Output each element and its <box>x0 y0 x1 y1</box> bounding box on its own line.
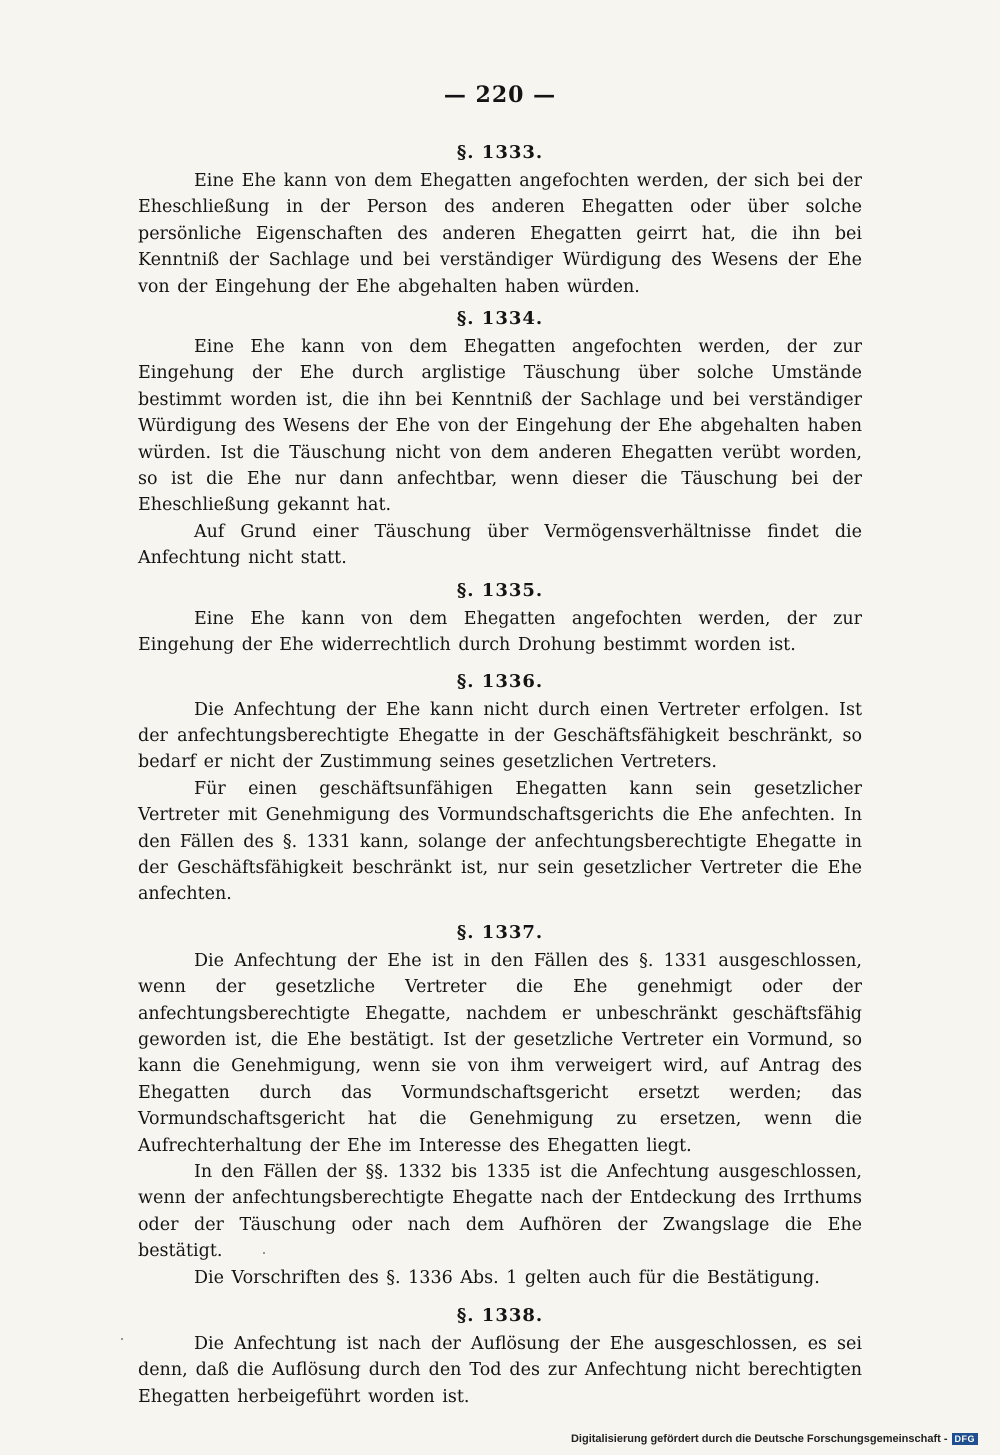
section-paragraph: Eine Ehe kann von dem Ehegatten angefochten werden, der zur Eingehung der Ehe widerrechtlich durch Drohung bestimmt worden ist. <box>138 608 862 656</box>
dfg-logo-icon: DFG <box>952 1433 979 1445</box>
section-paragraph: Eine Ehe kann von dem Ehegatten angefochten werden, der sich bei der Eheschließung in der Person des anderen Ehegatten oder über solche persönliche Eigenschaften des anderen Ehegatten geirrt hat, die ihn bei Kenntniß der Sachlage und bei verständiger Würdigung des Wesens der Ehe von der Eingehung der Ehe abgehalten haben würden. <box>138 171 862 297</box>
page-content <box>138 138 862 1410</box>
section-paragraph: Die Anfechtung der Ehe ist in den Fällen des §. 1331 ausgeschlossen, wenn der gesetzliche Vertreter die Ehe genehmigt oder der anfechtungsberechtigte Ehegatte, nachdem er unbeschränkt geschäftsfähig geworden ist, die Ehe bestätigt. Ist der gesetzliche Vertreter ein Vormund, so kann die Genehmigung, wenn sie von ihm verweigert wird, auf Antrag des Ehegatten durch das Vormundschaftsgericht ersetzt werden; das Vormundschaftsgericht hat die Genehmigung zu ersetzen, wenn die Aufrechterhaltung der Ehe im Interesse des Ehegatten liegt. <box>138 950 862 1156</box>
section-1335 <box>138 576 862 659</box>
section-1337 <box>138 918 862 1291</box>
section-1336 <box>138 667 862 908</box>
section-heading: §. 1333. <box>456 142 544 163</box>
section-heading: §. 1334. <box>456 308 544 330</box>
section-paragraph: Die Vorschriften des §. 1336 Abs. 1 gelten auch für die Bestätigung. <box>194 1267 820 1288</box>
section-paragraph: In den Fällen der §§. 1332 bis 1335 ist die Anfechtung ausgeschlossen, wenn der anfechtungsberechtigte Ehegatte nach der Entdeckung des Irrthums oder der Täuschung oder nach dem Aufhören der Zwangslage die Ehe bestätigt. <box>138 1162 862 1262</box>
section-paragraph: Eine Ehe kann von dem Ehegatten angefochten werden, der zur Eingehung der Ehe durch arglistige Täuschung über solche Umstände bestimmt worden ist, die ihn bei Kenntniß der Sachlage und bei verständiger Würdigung des Wesens der Ehe von der Eingehung der Ehe abgehalten haben würden. Ist die Täuschung nicht von dem anderen Ehegatten verübt worden, so ist die Ehe nur dann anfechtbar, wenn dieser die Täuschung bei der Eheschließung gekannt hat. <box>138 337 862 516</box>
page-number: — 220 — <box>443 82 557 108</box>
section-paragraph: Für einen geschäftsunfähigen Ehegatten kann sein gesetzlicher Vertreter mit Genehmigung des Vormundschaftsgerichts die Ehe anfechten. In den Fällen des §. 1331 kann, solange der anfechtungsberechtigte Ehegatte in der Geschäftsfähigkeit beschränkt ist, nur sein gesetzlicher Vertreter die Ehe anfechten. <box>138 778 862 905</box>
section-paragraph: Die Anfechtung der Ehe kann nicht durch einen Vertreter erfolgen. Ist der anfechtungsberechtigte Ehegatte in der Geschäftsfähigkeit beschränkt, so bedarf er nicht der Zustimmung seines gesetzlichen Vertreters. <box>138 699 862 773</box>
scan-speck <box>263 1252 265 1254</box>
section-heading: §. 1337. <box>456 921 544 943</box>
section-heading: §. 1336. <box>456 670 544 692</box>
section-1338 <box>138 1301 862 1410</box>
section-paragraph: Auf Grund einer Täuschung über Vermögensverhältnisse findet die Anfechtung nicht statt. <box>138 521 862 569</box>
scan-speck <box>121 1338 123 1340</box>
section-1333 <box>138 138 862 300</box>
section-1334 <box>138 304 862 572</box>
section-paragraph: Die Anfechtung ist nach der Auflösung der Ehe ausgeschlossen, es sei denn, daß die Auflösung durch den Tod des zur Anfechtung nicht berechtigten Ehegatten herbeigeführt worden ist. <box>138 1334 862 1407</box>
digitization-footer <box>571 1433 978 1445</box>
section-heading: §. 1335. <box>456 579 544 601</box>
footer-credit: Digitalisierung gefördert durch die Deutsche Forschungsgemeinschaft - <box>570 1433 948 1445</box>
section-heading: §. 1338. <box>456 1305 544 1327</box>
